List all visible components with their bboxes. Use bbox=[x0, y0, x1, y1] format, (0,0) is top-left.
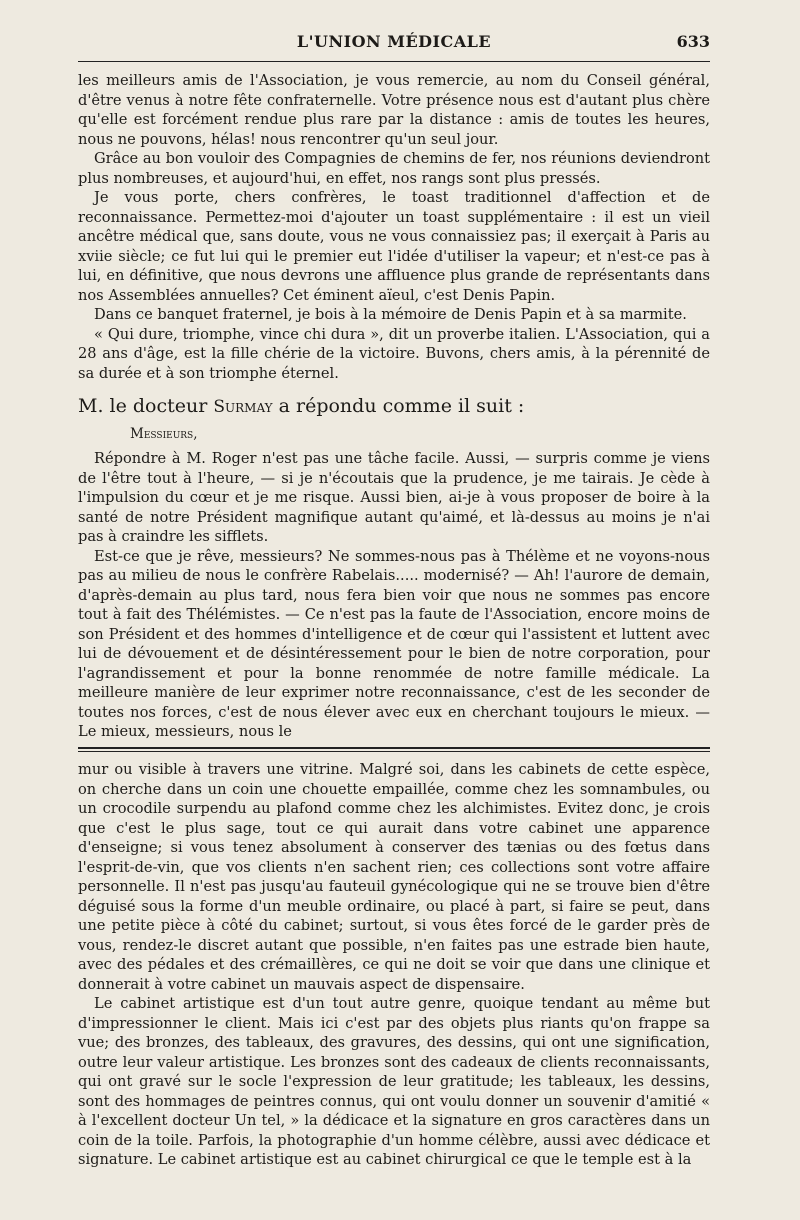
salutation: Messieurs, bbox=[130, 426, 198, 442]
feuilleton-column bbox=[78, 760, 710, 1170]
speech-paragraph-4: Dans ce banquet fraternel, je bois à la mémoire de Denis Papin et à sa marmite. bbox=[94, 306, 687, 323]
section-heading bbox=[78, 394, 710, 419]
speech-paragraph-5: « Qui dure, triomphe, vince chi dura », dit un proverbe italien. L'Association, qui a 28 ans d'âge, est la fille chérie de la victoire. Buvons, chers amis, à la pérennité de sa durée et à son triomphe éternel. bbox=[78, 325, 710, 382]
header-rule bbox=[78, 61, 710, 62]
heading-name: Surmay bbox=[213, 397, 273, 417]
heading-suffix: a répondu comme il suit : bbox=[278, 395, 525, 417]
speech-paragraph-1: les meilleurs amis de l'Association, je vous remercie, au nom du Conseil général, d'être venus à notre fête confraternelle. Votre présence nous est d'autant plus chère qu'elle est forcément rendue plus rare par la distance : amis de toutes les heures, nous ne pouvons, hélas! nous rencontrer qu'un seul jour. bbox=[78, 72, 710, 148]
feuilleton-paragraph-1: mur ou visible à travers une vitrine. Malgré soi, dans les cabinets de cette espèce, on cherche dans un coin une chouette empaillée, comme chez les somnambules, ou un crocodile surpendu au plafond comme chez les alchimistes. Evitez donc, je crois que c'est le plus sage, tout ce qui aurait dans votre cabinet une apparence d'enseigne; si vous tenez absolument à conserver des tænias ou des fœtus dans l'esprit-de-vin, que vos clients n'en sachent rien; ces collections sont votre affaire personnelle. Il n'est pas jusqu'au fauteuil gynécologique qui ne se trouve bien d'être déguisé sous la forme d'un meuble ordinaire, ou placé à part, si faire se peut, dans une petite pièce à côté du cabinet; surtout, si vous êtes forcé de le garder près de vous, rendez-le discret autant que possible, n'en faites pas une estrade bien haute, avec des pédales et des crémaillères, ce qui ne doit se voir que dans une clinique et donnerait à votre cabinet un mauvais aspect de dispensaire. bbox=[78, 761, 710, 993]
speech-paragraph-2: Grâce au bon vouloir des Compagnies de chemins de fer, nos réunions deviendront plus nombreuses, et aujourd'hui, en effet, nos rangs sont plus pressés. bbox=[78, 150, 710, 187]
feuilleton-divider bbox=[78, 747, 710, 752]
heading-prefix: M. le docteur bbox=[78, 395, 208, 417]
reply-paragraph-1: Répondre à M. Roger n'est pas une tâche facile. Aussi, — surpris comme je viens de l'être tout à l'heure, — si je n'écoutais que la prudence, je me tairais. Je cède à l'impulsion du cœur et je me risque. Aussi bien, ai-je à vous proposer de boire à la santé de notre Président magnifique autant qu'aimé, et là-dessus au moins je n'ai pas à craindre les sifflets. bbox=[78, 450, 710, 545]
page-header bbox=[78, 30, 710, 60]
reply-paragraph-2: Est-ce que je rêve, messieurs? Ne sommes-nous pas à Thélème et ne voyons-nous pas au milieu de nous le confrère Rabelais..... modernisé? — Ah! l'aurore de demain, d'après-demain au plus tard, nous fera bien voir que nous ne sommes pas encore tout à fait des Thélémistes. — Ce n'est pas la faute de l'Association, encore moins de son Président et des hommes d'intelligence et de cœur qui l'assistent et luttent avec lui de dévouement et de désintéressement pour le bien de notre corporation, pour l'agrandissement et pour la bonne renommée de notre famille médicale. La meilleure manière de leur exprimer notre reconnaissance, c'est de les seconder de toutes nos forces, c'est de nous élever avec eux en cherchant toujours le mieux. — Le mieux, messieurs, nous le bbox=[78, 547, 710, 740]
running-title: L'UNION MÉDICALE bbox=[296, 32, 492, 51]
speech-paragraph-3: Je vous porte, chers confrères, le toast traditionnel d'affection et de reconnaissance. Permettez-moi d'ajouter un toast supplémentaire : il est un vieil ancêtre médical que, sans doute, vous ne vous connaissiez pas; il exerçait à Paris au xviie siècle; ce fut lui qui le premier eut l'idée d'utiliser la vapeur; et n'est-ce pas à lui, en définitive, que nous devrons une affluence plus grande de représentants dans nos Assemblées annuelles? Cet éminent aïeul, c'est Denis Papin. bbox=[78, 189, 710, 304]
feuilleton-paragraph-2: Le cabinet artistique est d'un tout autre genre, quoique tendant au même but d'impressionner le client. Mais ici c'est par des objets plus riants qu'on frappe sa vue; des bronzes, des tableaux, des gravures, des dessins, qui ont une signification, outre leur valeur artistique. Les bronzes sont des cadeaux de clients reconnaissants, qui ont gravé sur le socle l'expression de leur gratitude; les tableaux, les dessins, sont des hommages de peintres connus, qui ont voulu donner un souvenir d'amitié « à l'excellent docteur Un tel, » la dédicace et la signature en gros caractères dans un coin de la toile. Parfois, la photographie d'un homme célèbre, aussi avec dédicace et signature. Le cabinet artistique est au cabinet chirurgical ce que le temple est à la bbox=[78, 995, 710, 1168]
page-number: 633 bbox=[676, 32, 710, 51]
main-text-column bbox=[78, 71, 710, 742]
